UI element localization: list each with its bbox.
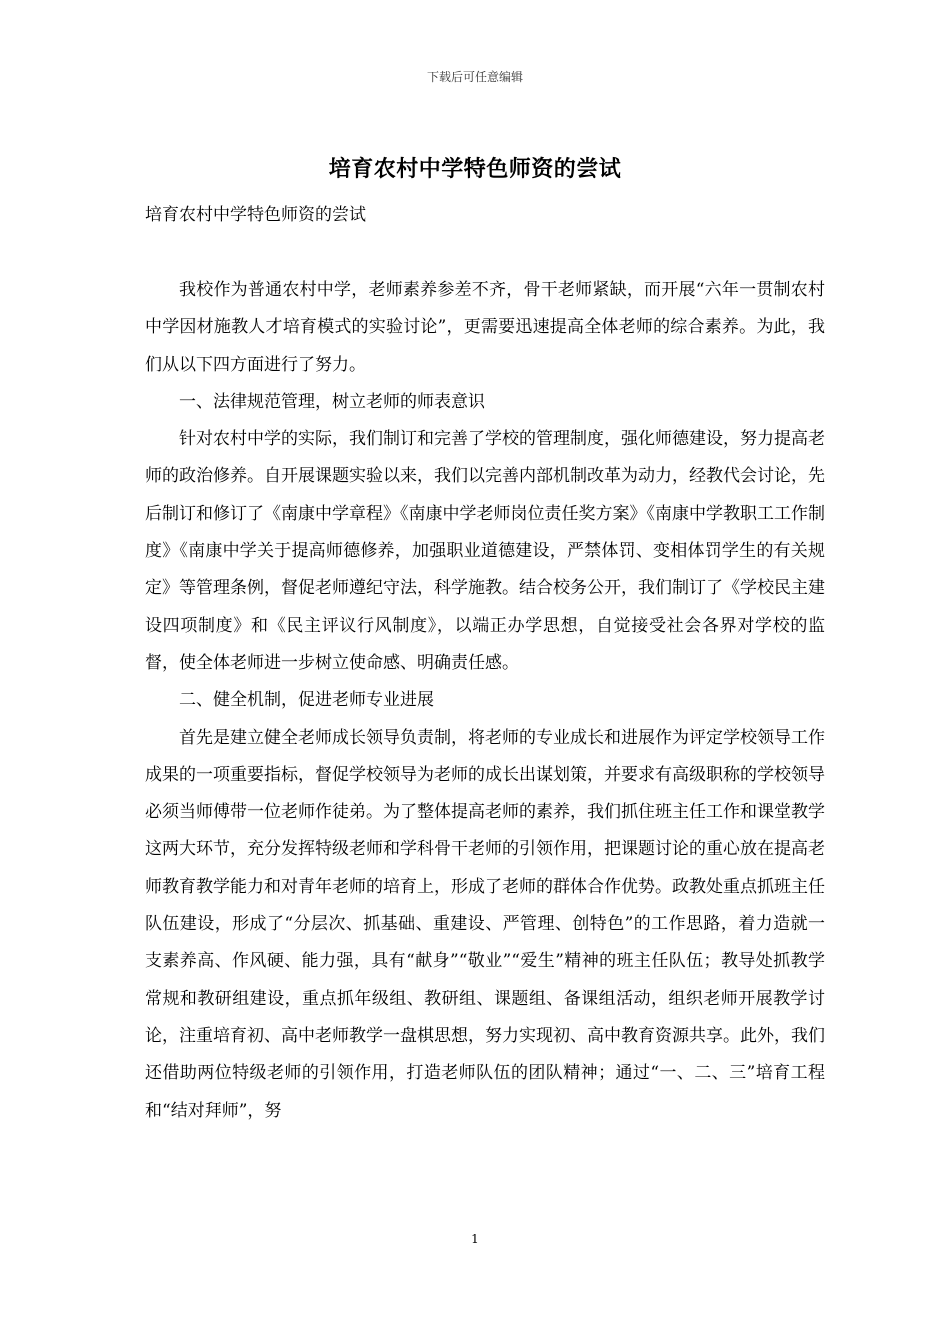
paragraph-section-1: 针对农村中学的实际，我们制订和完善了学校的管理制度，强化师德建设，努力提高老师的政治修养。自开展课题实验以来，我们以完善内部机制改革为动力，经教代会讨论，先后制订和修订了《南康中学章程》《南康中学老师岗位责任奖方案》《南康中学教职工工作制度》《南康中学关于提高师德修养，加强职业道德建设，严禁体罚、变相体罚学生的有关规定》等管理条例，督促老师遵纪守法，科学施教。结合校务公开，我们制订了《学校民主建设四项制度》和《民主评议行风制度》，以端正办学思想，自觉接受社会各界对学校的监督，使全体老师进一步树立使命感、明确责任感。	[145, 429, 825, 673]
section-heading-1: 一、法律规范管理，树立老师的师表意识	[179, 391, 485, 412]
header-note: 下载后可任意编辑	[426, 70, 523, 84]
page-number: 1	[471, 1232, 479, 1246]
section-heading-2: 二、健全机制，促进老师专业进展	[179, 690, 434, 711]
paragraph-intro: 我校作为普通农村中学，老师素养参差不齐，骨干老师紧缺，而开展“六年一贯制农村中学因材施教人才培育模式的实验讨论”，更需要迅速提高全体老师的综合素养。为此，我们从以下四方面进行了努力。	[145, 280, 825, 375]
document-subtitle: 培育农村中学特色师资的尝试	[145, 205, 366, 225]
document-title: 培育农村中学特色师资的尝试	[328, 156, 622, 182]
paragraph-section-2: 首先是建立健全老师成长领导负责制，将老师的专业成长和进展作为评定学校领导工作成果的一项重要指标，督促学校领导为老师的成长出谋划策，并要求有高级职称的学校领导必须当师傅带一位老师作徒弟。为了整体提高老师的素养，我们抓住班主任工作和课堂教学这两大环节，充分发挥特级老师和学科骨干老师的引领作用，把课题讨论的重心放在提高老师教育教学能力和对青年老师的培育上，形成了老师的群体合作优势。政教处重点抓班主任队伍建设，形成了“分层次、抓基础、重建设、严管理、创特色”的工作思路，着力造就一支素养高、作风硬、能力强，具有“献身”“敬业”“爱生”精神的班主任队伍；教导处抓教学常规和教研组建设，重点抓年级组、教研组、课题组、备课组活动，组织老师开展教学讨论，注重培育初、高中老师教学一盘棋思想，努力实现初、高中教育资源共享。此外，我们还借助两位特级老师的引领作用，打造老师队伍的团队精神；通过“一、二、三”培育工程和“结对拜师”，努	[145, 727, 825, 1121]
document-body	[145, 272, 825, 1130]
